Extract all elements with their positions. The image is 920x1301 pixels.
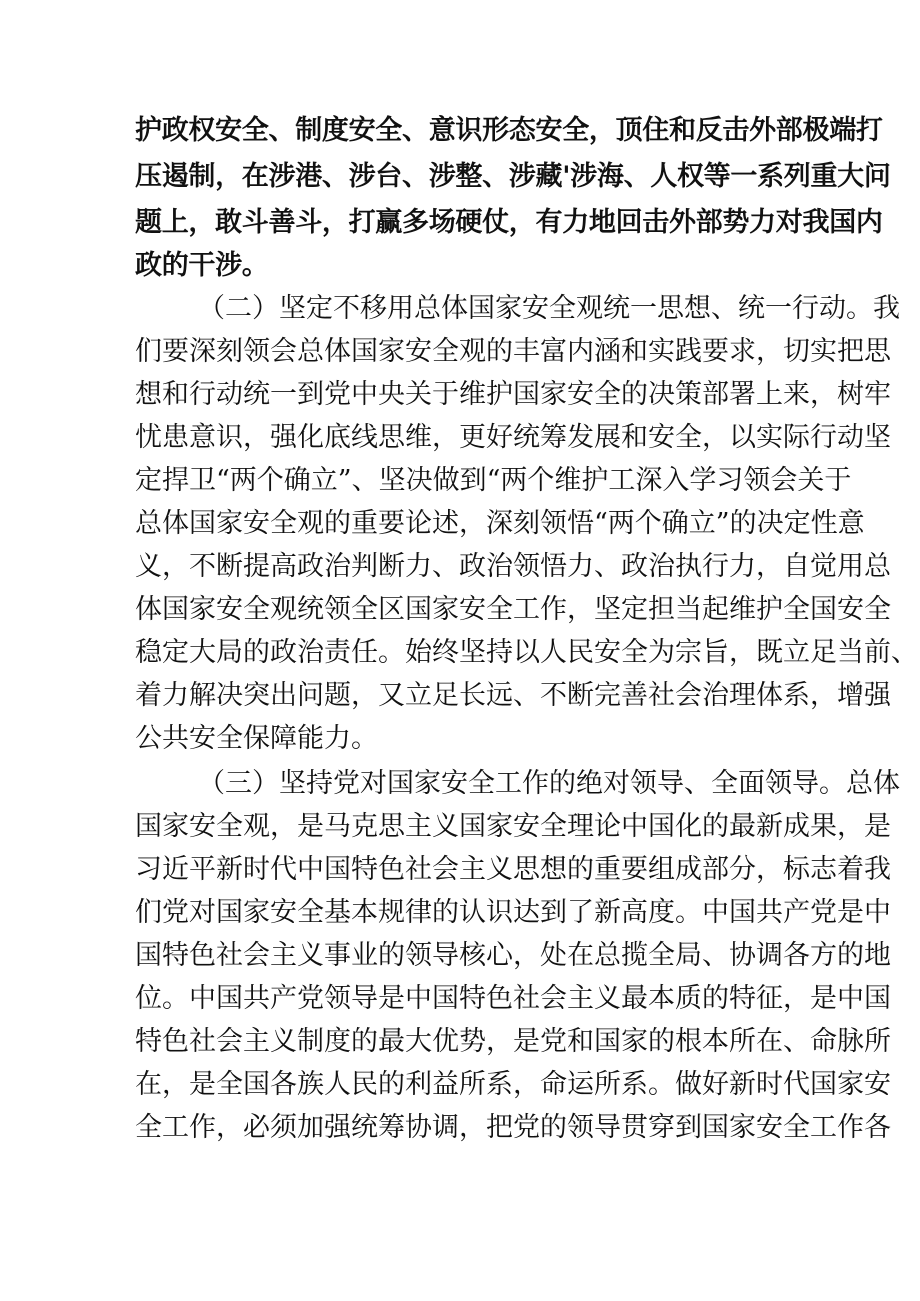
section-two-line: 定捍卫“两个确立”、坚决做到“两个维护工深入学习领会关于 (135, 465, 852, 496)
section-three-line: 国家安全观，是马克思主义国家安全理论中国化的最新成果，是 (135, 811, 891, 842)
section-two-line: 稳定大局的政治责任。始终坚持以人民安全为宗旨，既立足当前、 (135, 637, 918, 668)
section-three-line: 国特色社会主义事业的领导核心，处在总揽全局、协调各方的地 (135, 940, 891, 971)
section-three-line: 全工作，必须加强统筹协调，把党的领导贯穿到国家安全工作各 (135, 1112, 891, 1143)
intro-line-1: 护政权安全、制度安全、意识形态安全，顶住和反击外部极端打 (135, 115, 883, 146)
section-two-line: 着力解决突出问题，又立足长远、不断完善社会治理体系，增强 (135, 680, 891, 711)
section-two-line: 总体国家安全观的重要论述，深刻领悟“两个确立”的决定性意 (135, 508, 865, 539)
section-two-line: 想和行动统一到党中央关于维护国家安全的决策部署上来，树牢 (135, 379, 891, 410)
section-two-line: 义，不断提高政治判断力、政治领悟力、政治执行力，自觉用总 (135, 551, 891, 582)
section-two-line: 忧患意识，强化底线思维，更好统筹发展和安全，以实际行动坚 (135, 422, 891, 453)
section-two-line: 们要深刻领会总体国家安全观的丰富内涵和实践要求，切实把思 (135, 336, 891, 367)
section-three-line: 们党对国家安全基本规律的认识达到了新高度。中国共产党是中 (135, 897, 891, 928)
section-three-heading-line: （三）坚持党对国家安全工作的绝对领导、全面领导。总体 (198, 768, 900, 799)
intro-line-3: 题上，敢斗善斗，打赢多场硬仗，有力地回击外部势力对我国内 (135, 207, 883, 238)
section-two-heading-line: （二）坚定不移用总体国家安全观统一思想、统一行动。我 (198, 293, 900, 324)
section-two-line: 体国家安全观统领全区国家安全工作，坚定担当起维护全国安全 (135, 594, 891, 625)
section-three-line: 特色社会主义制度的最大优势，是党和国家的根本所在、命脉所 (135, 1026, 891, 1057)
intro-line-4: 政的干涉。 (135, 250, 269, 281)
section-three-line: 习近平新时代中国特色社会主义思想的重要组成部分，标志着我 (135, 854, 891, 885)
section-three-line: 在，是全国各族人民的利益所系，命运所系。做好新时代国家安 (135, 1069, 891, 1100)
intro-line-2: 压遏制，在涉港、涉台、涉整、涉藏'涉海、人权等一系列重大问 (135, 161, 891, 192)
section-two-line: 公共安全保障能力。 (135, 723, 378, 754)
section-three-line: 位。中国共产党领导是中国特色社会主义最本质的特征，是中国 (135, 983, 891, 1014)
